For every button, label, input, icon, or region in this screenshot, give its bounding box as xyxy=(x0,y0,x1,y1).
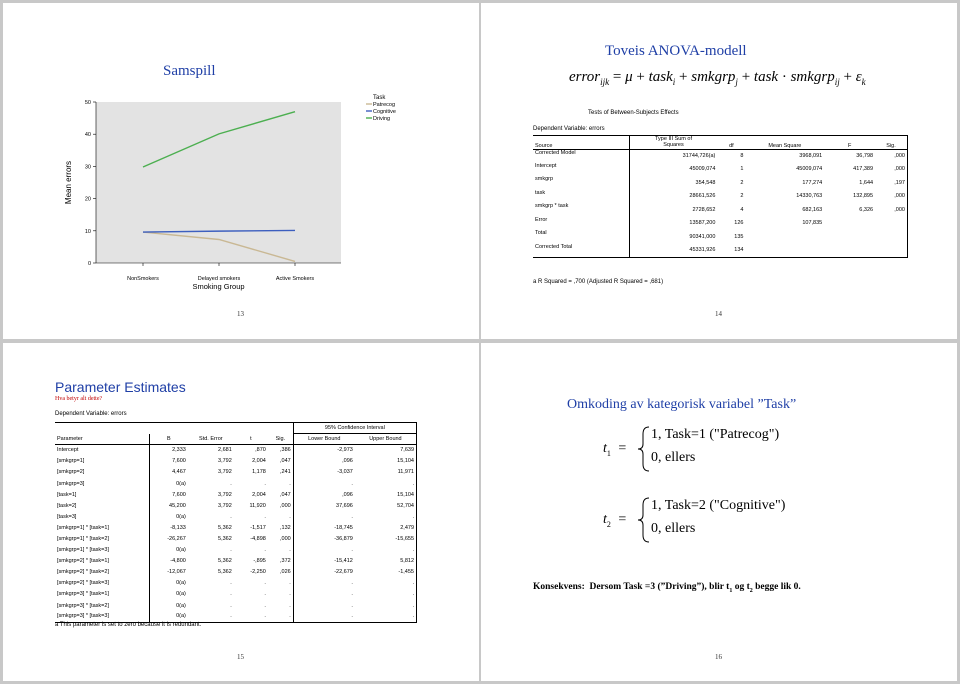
cell-value: . xyxy=(355,589,417,600)
table-footnote: a R Squared = ,700 (Adjusted R Squared = ,681) xyxy=(533,279,664,285)
cell-value: 11,971 xyxy=(355,467,417,478)
cell-value: ,000 xyxy=(875,149,907,163)
cell-value: . xyxy=(268,611,293,622)
t2-case-1: 1, Task=2 ("Cognitive") xyxy=(651,498,786,513)
cell-value: 2,004 xyxy=(252,458,266,465)
row-label: [smkgrp=1] * [task=2] xyxy=(57,535,109,542)
slide-16 xyxy=(481,343,957,681)
cell-value xyxy=(824,217,875,231)
cell-value: 0(a) xyxy=(149,511,188,522)
cell-value: -1,517 xyxy=(250,524,266,531)
cell-value: 5,362 xyxy=(218,569,232,576)
cell-value: 2 xyxy=(740,179,744,186)
page-number: 13 xyxy=(237,310,244,318)
cell-value: . xyxy=(230,580,232,587)
cell-value: . xyxy=(264,591,266,598)
row-label: [smkgrp=2] * [task=3] xyxy=(57,580,109,587)
x-tick-label: NonSmokers xyxy=(127,276,159,282)
row-label: [smkgrp=2] * [task=1] xyxy=(57,558,109,565)
table-row xyxy=(533,176,908,190)
table-row xyxy=(533,163,908,177)
cell-value: ,096 xyxy=(293,456,355,467)
row-label: task xyxy=(535,189,546,196)
cell-value: ,372 xyxy=(280,558,291,565)
row-label: smkgrp * task xyxy=(535,203,569,209)
t1-definition: $t_1$ = xyxy=(603,441,627,458)
cell-value: 0(a) xyxy=(149,478,188,489)
cell-value: . xyxy=(289,602,291,609)
cell-value: -26,267 xyxy=(149,533,188,544)
cell-value: 5,812 xyxy=(355,556,417,567)
table-footnote: a This parameter is set to zero because it is redundant. xyxy=(55,622,202,628)
cell-value: 1,644 xyxy=(859,179,874,186)
t2-definition: $t_2$ = xyxy=(603,512,627,529)
row-label: [smkgrp=1] * [task=1] xyxy=(57,524,109,531)
header-mean-square: Mean Square xyxy=(745,136,824,150)
cell-value: 31744,726(a) xyxy=(629,149,717,163)
cell-value: 37,696 xyxy=(293,500,355,511)
page-number: 16 xyxy=(715,653,722,661)
cell-value: ,000 xyxy=(875,163,907,177)
cell-value: -15,655 xyxy=(355,533,417,544)
header-df: df xyxy=(717,136,745,150)
cell-value: 11,920 xyxy=(249,502,266,509)
cell-value: 135 xyxy=(734,233,744,240)
cell-value: ,241 xyxy=(280,469,291,476)
cell-value: ,197 xyxy=(875,176,907,190)
anova-table xyxy=(533,135,908,258)
table-header-row-1 xyxy=(55,423,417,434)
header-t: t xyxy=(234,434,268,445)
cell-value: 3,792 xyxy=(218,458,232,465)
dependent-variable: Dependent Variable: errors xyxy=(55,411,127,417)
cell-value xyxy=(875,230,907,244)
line-chart xyxy=(3,3,479,339)
cell-value: 1,178 xyxy=(252,469,266,476)
slide-15 xyxy=(3,343,479,681)
cell-value: . xyxy=(355,578,417,589)
slide-13 xyxy=(3,3,479,339)
cell-value: 52,704 xyxy=(355,500,417,511)
cell-value xyxy=(875,244,907,258)
header-b: B xyxy=(149,434,188,445)
cell-value: . xyxy=(293,611,355,622)
cell-value: -,895 xyxy=(253,558,266,565)
table-row xyxy=(55,445,417,456)
cell-value: 417,389 xyxy=(853,166,874,173)
cell-value: 0(a) xyxy=(149,578,188,589)
cell-value: -4,800 xyxy=(149,556,188,567)
cell-value: 90341,000 xyxy=(629,230,717,244)
cell-value: 3,792 xyxy=(218,469,232,476)
cell-value: -18,745 xyxy=(293,522,355,533)
cell-value: . xyxy=(293,511,355,522)
table-row xyxy=(533,244,908,258)
cell-value: 45,200 xyxy=(149,500,188,511)
cell-value: 4,467 xyxy=(149,467,188,478)
cell-value: . xyxy=(293,545,355,556)
table-row xyxy=(55,478,417,489)
cell-value xyxy=(745,230,824,244)
cell-value: -3,037 xyxy=(293,467,355,478)
cell-value: -12,067 xyxy=(149,567,188,578)
cell-value: . xyxy=(264,602,266,609)
cell-value: 107,835 xyxy=(802,220,823,227)
slide-title: Samspill xyxy=(163,63,216,79)
row-label: [smkgrp=2] xyxy=(57,469,85,476)
cell-value: 15,104 xyxy=(355,489,417,500)
cell-value: . xyxy=(355,611,417,622)
cell-value: 177,274 xyxy=(802,179,823,186)
slide-subtitle: Hva betyr alt dette? xyxy=(55,396,103,402)
cell-value: -1,455 xyxy=(355,567,417,578)
cell-value: . xyxy=(355,600,417,611)
header-std-error: Std. Error xyxy=(188,434,234,445)
table-row xyxy=(533,230,908,244)
cell-value: 28661,526 xyxy=(629,190,717,204)
cell-value: 0(a) xyxy=(149,545,188,556)
row-label: Error xyxy=(535,216,548,223)
table-row xyxy=(55,545,417,556)
row-label: [smkgrp=3] * [task=2] xyxy=(57,602,109,609)
cell-value: . xyxy=(234,611,268,622)
header-sig: Sig. xyxy=(875,136,907,150)
cell-value: 126 xyxy=(734,220,744,227)
x-tick-label: Delayed smokers xyxy=(197,276,241,282)
row-label: Corrected Total xyxy=(533,244,629,258)
row-label: Intercept xyxy=(57,447,79,454)
table-row xyxy=(533,190,908,204)
cell-value: ,132 xyxy=(280,524,291,531)
cell-value: 134 xyxy=(717,244,745,258)
cell-value: 682,163 xyxy=(802,206,823,213)
row-label: [smkgrp=3] * [task=3] xyxy=(55,611,149,622)
cell-value: . xyxy=(230,513,232,520)
cell-value: 0(a) xyxy=(149,611,188,622)
cell-value: . xyxy=(264,547,266,554)
cell-value: 7,639 xyxy=(355,445,417,456)
cell-value: . xyxy=(293,600,355,611)
conclusion-text: Konsekvens: Dersom Task =3 (”Driving”), blir $t_1$ og $t_2$ begge lik 0. xyxy=(533,582,801,594)
cell-value: ,386 xyxy=(280,447,291,454)
parameter-estimates-table xyxy=(55,422,417,623)
slide-title: Omkoding av kategorisk variabel ”Task” xyxy=(567,397,797,412)
table-row xyxy=(55,578,417,589)
row-label: [smkgrp=3] xyxy=(57,480,85,487)
legend-title: Task xyxy=(373,95,386,101)
cell-value: ,000 xyxy=(280,502,291,509)
header-f: F xyxy=(824,136,875,150)
header-type-iii: Type III Sum of Squares xyxy=(629,136,717,150)
table-row xyxy=(55,489,417,500)
cell-value: . xyxy=(264,513,266,520)
cell-value: 8 xyxy=(740,153,744,159)
table-header-row xyxy=(533,136,908,150)
cell-value: . xyxy=(355,478,417,489)
y-tick-label: 40 xyxy=(84,132,91,139)
y-axis-label: Mean errors xyxy=(64,160,73,205)
row-label: [task=2] xyxy=(57,502,77,509)
dependent-variable: Dependent Variable: errors xyxy=(533,126,605,132)
cell-value: 45331,926 xyxy=(629,244,717,258)
cell-value: . xyxy=(293,589,355,600)
table-row xyxy=(55,456,417,467)
slide-title: Toveis ANOVA-modell xyxy=(605,43,747,59)
cell-value: . xyxy=(289,580,291,587)
cell-value: 2 xyxy=(740,193,744,200)
cell-value: 0(a) xyxy=(149,600,188,611)
cell-value: 45009,074 xyxy=(796,166,823,173)
cell-value: . xyxy=(289,591,291,598)
cell-value: 6,326 xyxy=(859,206,874,213)
cell-value: . xyxy=(188,611,234,622)
y-tick-label: 0 xyxy=(87,261,91,267)
table-row xyxy=(55,511,417,522)
cell-value: 354,548 xyxy=(629,176,717,190)
cell-value: 14330,763 xyxy=(796,193,823,200)
x-tick-label: Active Smokers xyxy=(275,276,315,282)
cell-value: . xyxy=(230,480,232,487)
cell-value: 2,333 xyxy=(149,445,188,456)
table-title: Tests of Between-Subjects Effects xyxy=(588,110,679,116)
row-label: [smkgrp=1] xyxy=(57,458,85,465)
cell-value: 2,681 xyxy=(218,447,232,454)
table-row xyxy=(55,500,417,511)
cell-value: 36,798 xyxy=(856,153,874,159)
cell-value: ,000 xyxy=(875,190,907,204)
cell-value xyxy=(745,244,824,258)
cell-value: ,870 xyxy=(255,447,266,454)
row-label: [smkgrp=2] * [task=2] xyxy=(57,569,109,576)
cell-value: 2,004 xyxy=(252,491,266,498)
brace-1 xyxy=(637,426,651,472)
cell-value: 3,792 xyxy=(218,502,232,509)
cell-value: 7,600 xyxy=(149,456,188,467)
row-label: Corrected Model xyxy=(535,149,576,156)
cell-value: -2,973 xyxy=(293,445,355,456)
header-parameter: Parameter xyxy=(55,434,149,445)
y-tick-label: 50 xyxy=(84,100,91,106)
cell-value: ,096 xyxy=(293,489,355,500)
cell-value: . xyxy=(355,511,417,522)
cell-value: 15,104 xyxy=(355,456,417,467)
cell-value: 0(a) xyxy=(149,589,188,600)
cell-value: 5,362 xyxy=(218,524,232,531)
row-label: [smkgrp=3] * [task=1] xyxy=(57,591,109,598)
cell-value: 13587,200 xyxy=(629,217,717,231)
table-row xyxy=(55,522,417,533)
header-lower-bound: Lower Bound xyxy=(293,434,355,445)
cell-value: . xyxy=(355,545,417,556)
table-row xyxy=(533,203,908,217)
table-row xyxy=(55,600,417,611)
table-row xyxy=(55,611,417,622)
anova-formula: error$_{ijk}$ = μ + task$_i$ + smkgrp$_j$ + task · smkgrp$_{ij}$ + $\varepsilon_k$ xyxy=(569,69,866,87)
table-row xyxy=(55,589,417,600)
row-label: Intercept xyxy=(535,162,557,169)
cell-value: -8,133 xyxy=(149,522,188,533)
row-label: [task=1] xyxy=(57,491,77,498)
page-number: 15 xyxy=(237,653,244,661)
cell-value: . xyxy=(230,602,232,609)
row-label: [smkgrp=1] * [task=3] xyxy=(57,547,109,554)
t1-case-1: 1, Task=1 ("Patrecog") xyxy=(651,427,780,442)
cell-value: . xyxy=(264,580,266,587)
cell-value: 132,895 xyxy=(853,193,874,200)
table-row xyxy=(55,567,417,578)
cell-value xyxy=(824,230,875,244)
cell-value: . xyxy=(264,480,266,487)
cell-value: ,000 xyxy=(875,203,907,217)
y-tick-label: 20 xyxy=(84,196,91,203)
y-tick-label: 10 xyxy=(84,228,91,235)
cell-value: -22,679 xyxy=(293,567,355,578)
cell-value: 2,479 xyxy=(355,522,417,533)
cell-value: 7,600 xyxy=(149,489,188,500)
cell-value: . xyxy=(230,591,232,598)
table-row xyxy=(55,467,417,478)
row-label: [task=3] xyxy=(57,513,77,520)
header-upper-bound: Upper Bound xyxy=(355,434,417,445)
t2-case-2: 0, ellers xyxy=(651,521,696,536)
cell-value: -15,412 xyxy=(293,556,355,567)
cell-value xyxy=(875,217,907,231)
brace-2 xyxy=(637,497,651,543)
slide-14 xyxy=(481,3,957,339)
y-tick-label: 30 xyxy=(84,164,91,171)
cell-value: . xyxy=(289,547,291,554)
cell-value: . xyxy=(293,578,355,589)
cell-value: -2,250 xyxy=(250,569,266,576)
cell-value: 5,362 xyxy=(218,535,232,542)
table-row xyxy=(533,217,908,231)
cell-value: ,000 xyxy=(280,535,291,542)
legend-entry: Driving xyxy=(373,116,391,122)
row-label: Total xyxy=(535,230,547,236)
cell-value xyxy=(824,244,875,258)
cell-value: . xyxy=(230,547,232,554)
page-number: 14 xyxy=(715,310,722,318)
cell-value: 4 xyxy=(740,206,744,213)
cell-value: ,026 xyxy=(280,569,291,576)
table-header-row-2 xyxy=(55,434,417,445)
cell-value: 3968,091 xyxy=(799,153,823,159)
cell-value: 45009,074 xyxy=(629,163,717,177)
header-source: Source xyxy=(533,136,629,150)
ci-header: 95% Confidence Interval xyxy=(293,423,416,434)
row-label: smkgrp xyxy=(535,176,554,182)
cell-value: 2728,652 xyxy=(629,203,717,217)
cell-value: 5,362 xyxy=(218,558,232,565)
table-row xyxy=(533,149,908,163)
cell-value: ,047 xyxy=(280,491,291,498)
slide-title: Parameter Estimates xyxy=(55,379,186,395)
cell-value: 3,792 xyxy=(218,491,232,498)
cell-value: . xyxy=(289,480,291,487)
t1-case-2: 0, ellers xyxy=(651,450,696,465)
header-sig: Sig. xyxy=(268,434,293,445)
legend-entry: Cognitive xyxy=(373,109,396,115)
table-row xyxy=(55,556,417,567)
cell-value: . xyxy=(293,478,355,489)
cell-value: 1 xyxy=(740,166,744,173)
cell-value: ,047 xyxy=(280,458,291,465)
table-row xyxy=(55,533,417,544)
cell-value: -4,898 xyxy=(250,535,266,542)
legend-entry: Patrecog xyxy=(373,102,396,108)
cell-value: . xyxy=(289,513,291,520)
x-axis-label: Smoking Group xyxy=(192,282,245,291)
cell-value: -36,879 xyxy=(293,533,355,544)
